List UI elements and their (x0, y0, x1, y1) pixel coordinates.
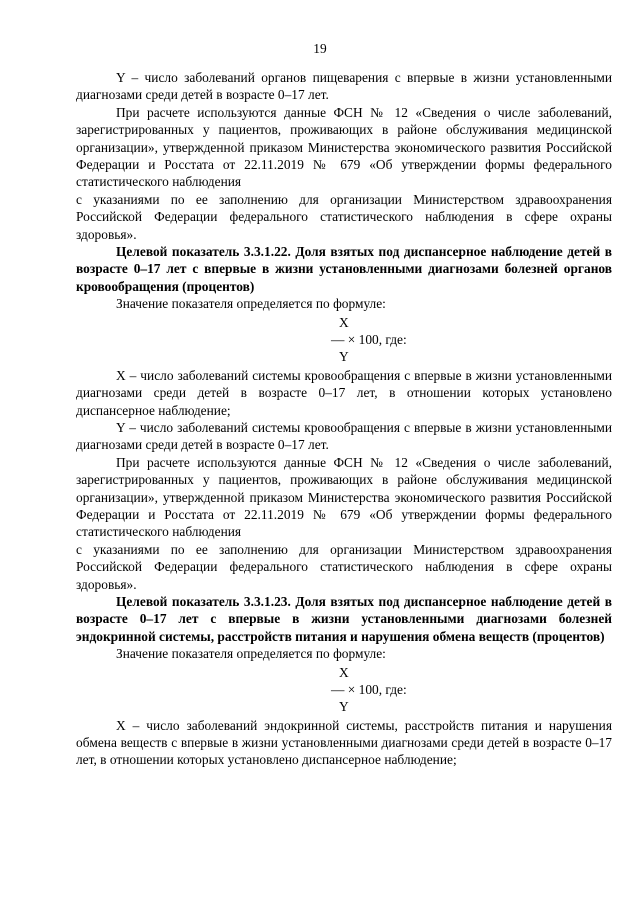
formula-fraction-line: — × 100, где: (331, 331, 407, 347)
body-text (76, 69, 612, 769)
formula-numerator: X (339, 314, 349, 330)
source-paragraph: При расчете используются данные ФСН № 12 «Сведения о числе заболеваний, зарегистрированных у пациентов, проживающих в районе обслуживания медицинской организации», утвержденной приказом Министерства экономического развития Российской Федерации и Росстата от 22.11.2019 № 679 «Об утверждении формы федерального статистического наблюдения (76, 104, 612, 190)
y-definition-circulatory: Y – число заболеваний системы кровообращения с впервые в жизни установленными диагнозами среди детей в возрасте 0–17 лет. (76, 419, 612, 453)
formula-intro: Значение показателя определяется по формуле: (116, 646, 386, 662)
x-definition-endocrine: X – число заболеваний эндокринной системы, расстройств питания и нарушения обмена веществ с впервые в жизни установленными диагнозами среди детей в возрасте 0–17 лет, в отношении которых установлено диспансерное наблюдение; (76, 717, 612, 768)
formula (76, 314, 612, 365)
source-paragraph: При расчете используются данные ФСН № 12 «Сведения о числе заболеваний, зарегистрированных у пациентов, проживающих в районе обслуживания медицинской организации», утвержденной приказом Министерства экономического развития Российской Федерации и Росстата от 22.11.2019 № 679 «Об утверждении формы федерального статистического наблюдения (76, 454, 612, 540)
x-definition-circulatory: X – число заболеваний системы кровообращения с впервые в жизни установленными диагнозами среди детей в возрасте 0–17 лет, в отношении которых установлено диспансерное наблюдение; (76, 367, 612, 418)
formula-numerator: X (339, 664, 349, 680)
indicator-heading-3-3-1-22: Целевой показатель 3.3.1.22. Доля взятых под диспансерное наблюдение детей в возрасте 0–17 лет с впервые в жизни установленными диагнозами болезней органов кровообращения (процентов) (76, 244, 612, 294)
y-definition-digestive: Y – число заболеваний органов пищеварения с впервые в жизни установленными диагнозами среди детей в возрасте 0–17 лет. (76, 70, 612, 103)
formula-intro: Значение показателя определяется по формуле: (116, 296, 386, 312)
formula-fraction-line: — × 100, где: (331, 681, 407, 697)
source-paragraph-continuation: с указаниями по ее заполнению для организации Министерством здравоохранения Российской Федерации федерального статистического наблюдения в сфере охраны здоровья». (76, 541, 612, 592)
page-number: 19 (313, 41, 327, 56)
source-paragraph-continuation: с указаниями по ее заполнению для организации Министерством здравоохранения Российской Федерации федерального статистического наблюдения в сфере охраны здоровья». (76, 191, 612, 242)
indicator-heading-3-3-1-23: Целевой показатель 3.3.1.23. Доля взятых под диспансерное наблюдение детей в возрасте 0–17 лет с впервые в жизни установленными диагнозами болезней эндокринной системы, расстройств питания и нарушения обмена веществ (процентов) (76, 593, 612, 644)
formula-denominator: Y (339, 698, 349, 714)
formula (76, 664, 612, 715)
formula-denominator: Y (339, 348, 349, 364)
